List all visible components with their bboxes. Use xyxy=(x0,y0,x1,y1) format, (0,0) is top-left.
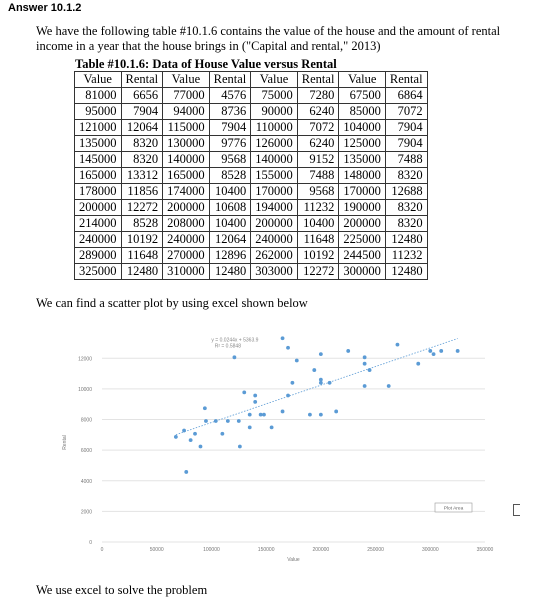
table-header-cell: Rental xyxy=(297,72,339,88)
table-cell: 10400 xyxy=(209,216,251,232)
table-cell: 67500 xyxy=(339,88,386,104)
table-cell: 155000 xyxy=(251,168,298,184)
y-tick-label: 10000 xyxy=(78,386,92,393)
table-cell: 6240 xyxy=(297,104,339,120)
table-cell: 6864 xyxy=(385,88,427,104)
x-axis-label: Value xyxy=(287,557,300,563)
table-row xyxy=(75,264,428,280)
data-point xyxy=(428,349,432,353)
x-tick-label: 300000 xyxy=(421,547,439,553)
table-cell: 110000 xyxy=(251,120,298,136)
y-tick-label: 2000 xyxy=(80,509,92,516)
table-cell: 94000 xyxy=(163,104,210,120)
table-row xyxy=(75,184,428,200)
table-cell: 135000 xyxy=(339,152,386,168)
table-cell: 214000 xyxy=(75,216,122,232)
table-cell: 13312 xyxy=(121,168,163,184)
table-cell: 6240 xyxy=(297,136,339,152)
data-point xyxy=(238,445,242,449)
table-cell: 10192 xyxy=(297,248,339,264)
table-cell: 12064 xyxy=(121,120,163,136)
scatter-intro-text: We can find a scatter plot by using excel shown below xyxy=(36,296,308,310)
table-cell: 104000 xyxy=(339,120,386,136)
x-tick-label: 100000 xyxy=(203,547,220,553)
table-cell: 244500 xyxy=(339,248,386,264)
table-cell: 140000 xyxy=(251,152,298,168)
table-cell: 10192 xyxy=(121,232,163,248)
table-cell: 9568 xyxy=(209,152,251,168)
table-row xyxy=(75,232,428,248)
data-point xyxy=(242,390,246,394)
x-tick-label: 0 xyxy=(100,547,104,553)
table-cell: 12480 xyxy=(385,264,427,280)
table-cell: 9568 xyxy=(297,184,339,200)
footer-text: We use excel to solve the problem xyxy=(36,583,208,597)
table-cell: 11648 xyxy=(297,232,339,248)
data-point xyxy=(334,410,338,414)
table-header-cell: Value xyxy=(251,72,298,88)
table-cell: 11232 xyxy=(385,248,427,264)
table-cell: 165000 xyxy=(75,168,122,184)
table-cell: 90000 xyxy=(251,104,298,120)
plot-area-tooltip: Plot Area xyxy=(443,506,464,512)
table-row xyxy=(75,104,428,120)
table-cell: 289000 xyxy=(75,248,122,264)
table-cell: 12480 xyxy=(209,264,251,280)
table-cell: 240000 xyxy=(75,232,122,248)
table-row xyxy=(75,152,428,168)
table-cell: 4576 xyxy=(209,88,251,104)
table-cell: 9152 xyxy=(297,152,339,168)
data-point xyxy=(203,406,207,410)
table-cell: 8320 xyxy=(385,216,427,232)
table-row xyxy=(75,168,428,184)
table-cell: 12480 xyxy=(121,264,163,280)
table-cell: 95000 xyxy=(75,104,122,120)
data-point xyxy=(312,368,316,372)
data-point xyxy=(189,438,193,442)
table-cell: 12688 xyxy=(385,184,427,200)
table-cell: 7904 xyxy=(385,120,427,136)
table-cell: 135000 xyxy=(75,136,122,152)
table-cell: 126000 xyxy=(251,136,298,152)
data-point xyxy=(226,419,230,423)
table-row xyxy=(75,120,428,136)
table-cell: 12064 xyxy=(209,232,251,248)
table-row xyxy=(75,136,428,152)
table-cell: 125000 xyxy=(339,136,386,152)
table-cell: 262000 xyxy=(251,248,298,264)
table-cell: 200000 xyxy=(75,200,122,216)
x-tick-label: 200000 xyxy=(312,547,330,553)
table-cell: 12480 xyxy=(385,232,427,248)
table-row xyxy=(75,248,428,264)
table-cell: 9776 xyxy=(209,136,251,152)
data-point xyxy=(214,419,218,423)
table-cell: 10608 xyxy=(209,200,251,216)
data-point xyxy=(363,355,367,359)
table-cell: 7072 xyxy=(385,104,427,120)
data-point xyxy=(439,349,443,353)
table-cell: 225000 xyxy=(339,232,386,248)
table-cell: 8528 xyxy=(209,168,251,184)
table-cell: 310000 xyxy=(163,264,210,280)
trendline-equation: y = 0.0244x + 5363.9 xyxy=(211,337,259,344)
data-point xyxy=(259,413,263,417)
table-cell: 121000 xyxy=(75,120,122,136)
x-tick-label: 50000 xyxy=(149,547,164,553)
data-point xyxy=(363,384,367,388)
x-tick-label: 350000 xyxy=(476,547,494,553)
table-cell: 200000 xyxy=(339,216,386,232)
table-cell: 303000 xyxy=(251,264,298,280)
scatter-chart xyxy=(55,330,495,570)
table-cell: 11856 xyxy=(121,184,163,200)
table-cell: 7904 xyxy=(209,120,251,136)
table-cell: 178000 xyxy=(75,184,122,200)
table-cell: 11648 xyxy=(121,248,163,264)
data-point xyxy=(291,381,295,385)
trendline xyxy=(176,339,458,435)
table-cell: 8736 xyxy=(209,104,251,120)
data-point xyxy=(328,381,332,385)
intro-paragraph: We have the following table #10.1.6 contains the value of the house and the amount of rental income in a year that the house brings in ("Capital and rental," 2013) xyxy=(36,24,501,53)
table-cell: 170000 xyxy=(251,184,298,200)
data-point xyxy=(286,346,290,350)
table-cell: 7904 xyxy=(385,136,427,152)
table-cell: 77000 xyxy=(163,88,210,104)
table-cell: 190000 xyxy=(339,200,386,216)
y-tick-label: 4000 xyxy=(80,478,92,485)
table-cell: 174000 xyxy=(163,184,210,200)
table-header-cell: Rental xyxy=(209,72,251,88)
data-point xyxy=(308,413,312,417)
table-cell: 140000 xyxy=(163,152,210,168)
table-header-cell: Rental xyxy=(385,72,427,88)
r-squared-label: R² = 0.5848 xyxy=(214,343,241,350)
table-header-cell: Value xyxy=(75,72,122,88)
table-cell: 7488 xyxy=(385,152,427,168)
data-point xyxy=(193,432,197,436)
house-rental-table xyxy=(74,71,428,280)
table-cell: 7280 xyxy=(297,88,339,104)
table-cell: 7488 xyxy=(297,168,339,184)
y-axis-label: Rental xyxy=(62,435,68,450)
data-point xyxy=(281,336,285,340)
data-point xyxy=(174,435,178,439)
data-point xyxy=(253,394,257,398)
table-cell: 75000 xyxy=(251,88,298,104)
table-cell: 300000 xyxy=(339,264,386,280)
data-point xyxy=(432,352,436,356)
table-cell: 165000 xyxy=(163,168,210,184)
data-point xyxy=(346,349,350,353)
data-point xyxy=(456,349,460,353)
y-tick-label: 0 xyxy=(89,540,92,546)
table-cell: 115000 xyxy=(163,120,210,136)
table-cell: 170000 xyxy=(339,184,386,200)
table-cell: 81000 xyxy=(75,88,122,104)
data-point xyxy=(281,410,285,414)
table-cell: 85000 xyxy=(339,104,386,120)
y-tick-label: 8000 xyxy=(80,417,92,424)
table-header-cell: Value xyxy=(163,72,210,88)
data-point xyxy=(319,352,323,356)
table-cell: 10400 xyxy=(209,184,251,200)
table-cell: 208000 xyxy=(163,216,210,232)
data-point xyxy=(270,425,274,429)
table-cell: 148000 xyxy=(339,168,386,184)
table-cell: 8320 xyxy=(385,168,427,184)
table-row xyxy=(75,200,428,216)
table-caption: Table #10.1.6: Data of House Value versus Rental xyxy=(75,57,337,71)
data-point xyxy=(237,419,241,423)
table-cell: 12896 xyxy=(209,248,251,264)
table-cell: 325000 xyxy=(75,264,122,280)
data-point xyxy=(248,425,252,429)
table-cell: 6656 xyxy=(121,88,163,104)
table-cell: 200000 xyxy=(251,216,298,232)
data-point xyxy=(182,429,186,433)
y-tick-label: 6000 xyxy=(80,448,92,455)
data-point xyxy=(262,413,266,417)
table-cell: 8320 xyxy=(121,136,163,152)
data-point xyxy=(253,400,257,404)
data-point xyxy=(387,384,391,388)
data-point xyxy=(368,368,372,372)
data-point xyxy=(396,343,400,347)
table-cell: 8320 xyxy=(121,152,163,168)
table-cell: 8528 xyxy=(121,216,163,232)
table-cell: 270000 xyxy=(163,248,210,264)
x-tick-label: 250000 xyxy=(367,547,384,553)
table-cell: 145000 xyxy=(75,152,122,168)
table-cell: 10400 xyxy=(297,216,339,232)
table-header-row xyxy=(75,72,428,88)
table-cell: 194000 xyxy=(251,200,298,216)
table-cell: 240000 xyxy=(163,232,210,248)
data-point xyxy=(233,355,237,359)
table-cell: 130000 xyxy=(163,136,210,152)
data-point xyxy=(319,381,323,385)
table-cell: 12272 xyxy=(297,264,339,280)
data-point xyxy=(286,394,290,398)
y-tick-label: 12000 xyxy=(78,356,92,363)
data-point xyxy=(416,362,420,366)
table-cell: 12272 xyxy=(121,200,163,216)
data-point xyxy=(363,362,367,366)
table-row xyxy=(75,88,428,104)
table-header-cell: Value xyxy=(339,72,386,88)
table-row xyxy=(75,216,428,232)
data-point xyxy=(319,413,323,417)
table-cell: 7072 xyxy=(297,120,339,136)
data-point xyxy=(184,470,188,474)
data-point xyxy=(204,419,208,423)
data-point xyxy=(199,445,203,449)
data-point xyxy=(248,413,252,417)
table-cell: 11232 xyxy=(297,200,339,216)
data-point xyxy=(295,359,299,363)
answer-heading: Answer 10.1.2 xyxy=(8,2,82,14)
table-cell: 240000 xyxy=(251,232,298,248)
table-header-cell: Rental xyxy=(121,72,163,88)
x-tick-label: 150000 xyxy=(257,547,275,553)
page-edge-bracket xyxy=(513,504,520,516)
data-point xyxy=(220,432,224,436)
table-cell: 7904 xyxy=(121,104,163,120)
table-cell: 8320 xyxy=(385,200,427,216)
table-cell: 200000 xyxy=(163,200,210,216)
